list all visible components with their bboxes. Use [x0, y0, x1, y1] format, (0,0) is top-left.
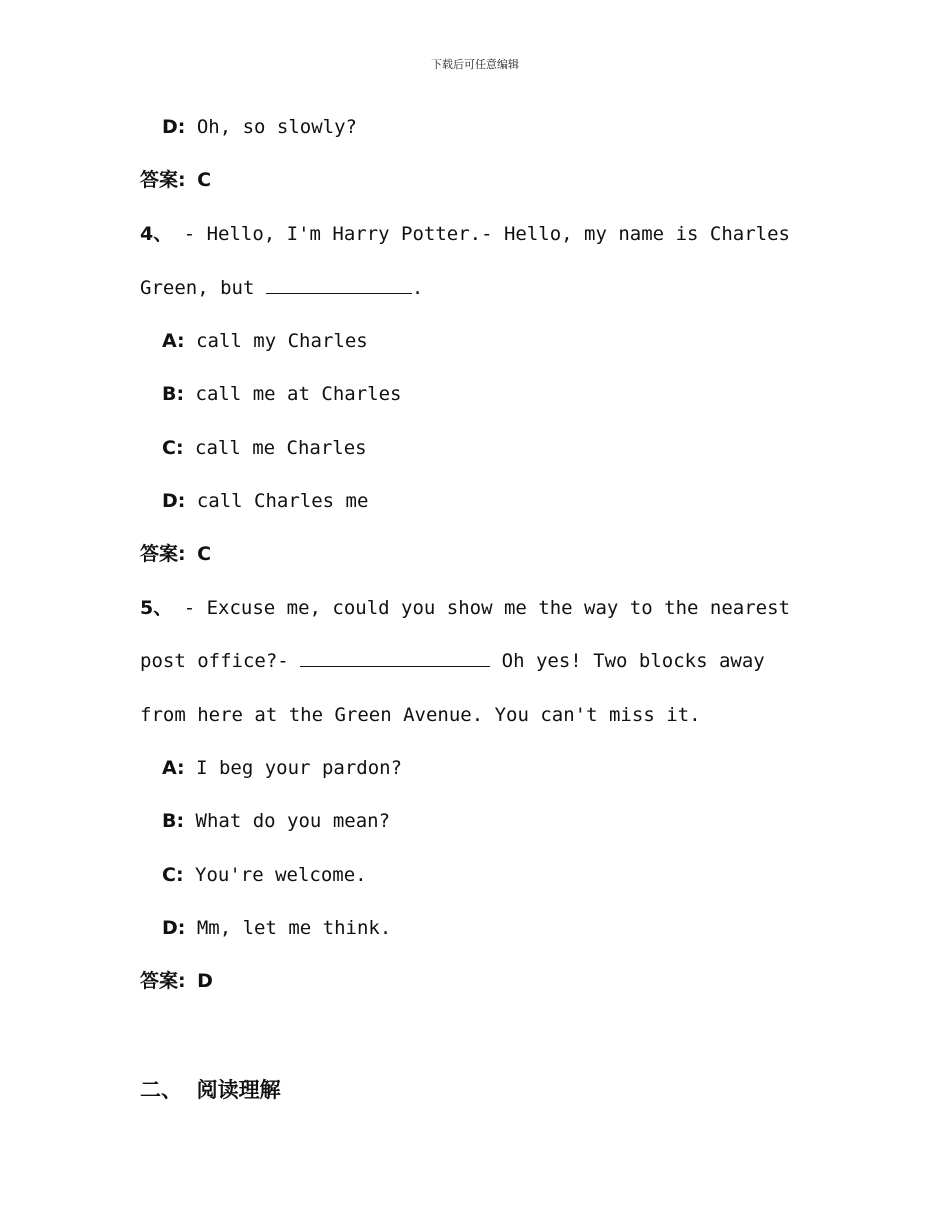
- q4-option-a: [162, 329, 368, 353]
- answer-value: C: [197, 543, 212, 565]
- option-label: C:: [162, 864, 184, 886]
- option-label: D:: [162, 917, 186, 939]
- option-text: Mm, let me think.: [196, 917, 392, 939]
- q4-stem-line2: [140, 276, 423, 300]
- page-header: 下载后可任意编辑: [431, 58, 519, 71]
- q5-option-d: [162, 916, 391, 940]
- q4-option-b: [162, 382, 401, 406]
- option-text: call me Charles: [195, 437, 367, 459]
- question-text: - Hello, I'm Harry Potter.- Hello, my name is Charles: [183, 223, 790, 245]
- question-text: Green, but: [140, 277, 255, 299]
- option-label: A:: [162, 330, 185, 352]
- q5-stem-line3: from here at the Green Avenue. You can't miss it.: [140, 704, 701, 726]
- option-label: B:: [162, 810, 185, 832]
- q3-answer: [140, 168, 211, 192]
- q5-answer: [140, 969, 213, 993]
- option-label: B:: [162, 383, 185, 405]
- question-text: - Excuse me, could you show me the way to the nearest: [183, 597, 790, 619]
- question-text: post office?-: [140, 650, 289, 672]
- option-text: Oh, so slowly?: [196, 116, 357, 138]
- option-text: I beg your pardon?: [196, 757, 403, 779]
- option-text: You're welcome.: [195, 864, 367, 886]
- answer-blank: [300, 649, 490, 667]
- q5-option-c: [162, 863, 367, 887]
- section-heading: [140, 1074, 281, 1104]
- q4-option-c: [162, 436, 367, 460]
- option-label: A:: [162, 757, 185, 779]
- q4-answer: [140, 542, 211, 566]
- answer-blank: [266, 276, 412, 294]
- option-text: call me at Charles: [195, 383, 402, 405]
- option-label: D:: [162, 490, 186, 512]
- q5-option-b: [162, 809, 390, 833]
- q5-stem-line1: [140, 596, 790, 620]
- question-number: 4、: [140, 223, 173, 245]
- question-text: Oh yes! Two blocks away: [501, 650, 765, 672]
- answer-label: 答案:: [140, 169, 186, 191]
- q3-option-d: [162, 115, 357, 139]
- q4-stem-line1: [140, 222, 790, 246]
- question-number: 5、: [140, 597, 173, 619]
- answer-value: C: [197, 169, 212, 191]
- answer-label: 答案:: [140, 543, 186, 565]
- section-title: 阅读理解: [196, 1078, 281, 1102]
- section-number: 二、: [140, 1078, 182, 1102]
- q4-option-d: [162, 489, 368, 513]
- option-text: call Charles me: [196, 490, 369, 512]
- option-label: D:: [162, 116, 186, 138]
- answer-label: 答案:: [140, 970, 186, 992]
- q5-option-a: [162, 756, 402, 780]
- answer-value: D: [197, 970, 213, 992]
- q5-stem-line2: [140, 649, 765, 673]
- option-text: What do you mean?: [195, 810, 391, 832]
- question-text: .: [411, 277, 424, 299]
- option-text: call my Charles: [196, 330, 368, 352]
- option-label: C:: [162, 437, 184, 459]
